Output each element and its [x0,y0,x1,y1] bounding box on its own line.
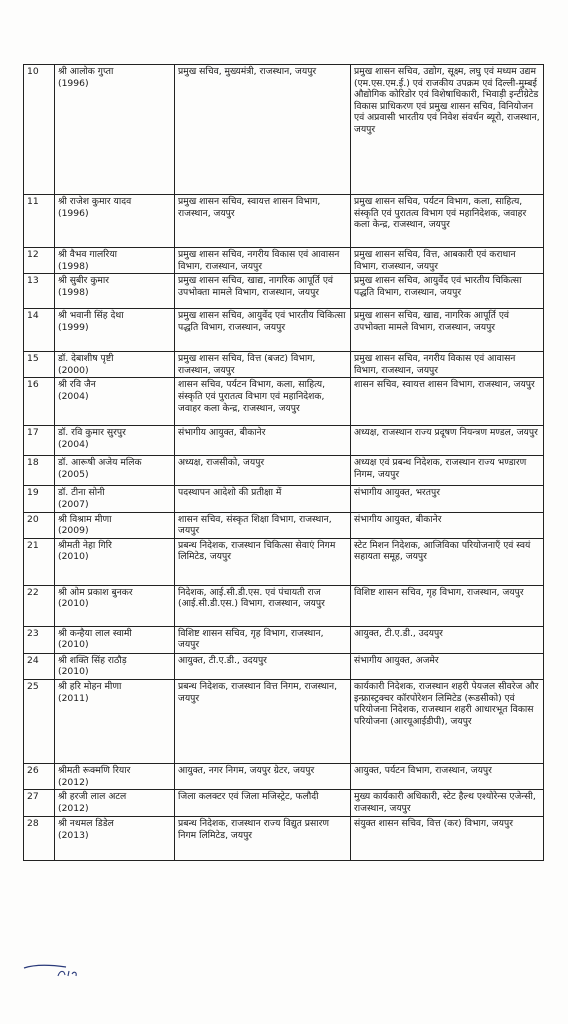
officer-cell [55,65,175,195]
new-posting-cell: प्रमुख शासन सचिव, आयुर्वेद एवं भारतीय चिकित्सा पद्धति विभाग, राजस्थान, जयपुर [351,274,544,309]
new-posting-cell: प्रमुख शासन सचिव, वित्त, आबकारी एवं कराधान विभाग, राजस्थान, जयपुर [351,248,544,274]
serial-number-cell: 16 [24,378,55,426]
officer-name: डॉ. रवि कुमार सुरपुर [58,427,126,439]
new-posting-cell: मुख्य कार्यकारी अधिकारी, स्टेट हैल्थ एश्योरेन्स एजेन्सी, राजस्थान, जयपुर [351,790,544,817]
officer-cell [55,763,175,789]
current-posting-cell: प्रबन्ध निदेशक, राजस्थान चिकित्सा सेवाएं निगम लिमिटेड, जयपुर [175,538,351,585]
new-posting-cell: प्रमुख शासन सचिव, पर्यटन विभाग, कला, साहित्य, संस्कृति एवं पुरातत्व विभाग एवं महानिदेशक, जवाहर कला केन्द्र, राजस्थान, जयपुर [351,195,544,248]
current-posting-cell: पदस्थापन आदेशो की प्रतीक्षा में [175,486,351,512]
serial-number-cell: 28 [24,817,55,861]
table-row [24,653,544,679]
officer-cell [55,817,175,861]
batch-year: (2010) [58,598,89,610]
table-row [24,538,544,585]
officer-cell [55,585,175,626]
table-row [24,626,544,653]
batch-year: (2011) [58,692,89,704]
current-posting-cell: शासन सचिव, संस्कृत शिक्षा विभाग, राजस्थान, जयपुर [175,512,351,538]
new-posting-cell: स्टेट मिशन निदेशक, आजिविका परियोजनाएँ एवं स्वयं सहायता समूह, जयपुर [351,538,544,585]
transfer-table-body [24,65,544,861]
serial-number-cell: 12 [24,248,55,274]
serial-number-cell: 15 [24,352,55,378]
new-posting-cell: अध्यक्ष, राजस्थान राज्य प्रदूषण नियन्त्रण मण्डल, जयपुर [351,426,544,456]
current-posting-cell: आयुक्त, टी.ए.डी., उदयपुर [175,653,351,679]
officer-name: श्री राजेश कुमार यादव [58,196,132,207]
current-posting-cell: प्रमुख शासन सचिव, स्वायत्त शासन विभाग, राजस्थान, जयपुर [175,195,351,248]
officer-name: श्री वैभव गालरिया [58,249,118,260]
serial-number-cell: 10 [24,65,55,195]
table-row [24,65,544,195]
new-posting-cell: प्रमुख शासन सचिव, नगरीय विकास एवं आवासन विभाग, राजस्थान, जयपुर [351,352,544,378]
new-posting-cell: आयुक्त, पर्यटन विभाग, राजस्थान, जयपुर [351,763,544,789]
serial-number-cell: 23 [24,626,55,653]
batch-year: (2010) [58,639,89,651]
officer-cell [55,195,175,248]
current-posting-cell: निदेशक, आई.सी.डी.एस. एवं पंचायती राज (आई.सी.डी.एस.) विभाग, राजस्थान, जयपुर [175,585,351,626]
table-row [24,248,544,274]
new-posting-cell: संभागीय आयुक्त, भरतपुर [351,486,544,512]
officer-name: श्री भवानी सिंह देथा [58,310,124,322]
serial-number-cell: 19 [24,486,55,512]
current-posting-cell: संभागीय आयुक्त, बीकानेर [175,426,351,456]
officer-name: श्री कन्हैया लाल स्वामी [58,627,132,639]
officer-cell [55,309,175,352]
officer-cell [55,352,175,378]
new-posting-cell: शासन सचिव, स्वायत्त शासन विभाग, राजस्थान, जयपुर [351,378,544,426]
table-row [24,512,544,538]
serial-number-cell: 27 [24,790,55,817]
officer-name: श्री आलोक गुप्ता [58,66,114,77]
batch-year: (2004) [58,438,89,450]
officer-cell [55,626,175,653]
officer-cell [55,653,175,679]
table-row [24,378,544,426]
serial-number-cell: 17 [24,426,55,456]
new-posting-cell: प्रमुख शासन सचिव, उद्योग, सूक्ष्म, लघु एवं मध्यम उद्यम (एम.एस.एम.ई.) एवं राजकीय उपक्रम एवं दिल्ली-मुम्बई औद्योगिक कोरिडोर एवं विशेषाधिकारी, भिवाड़ी इन्टीग्रेटेड विकास प्राधिकरण एवं प्रमुख शासन सचिव, विनियोजन एवं अप्रवासी भारतीय एवं निवेश संवर्धन ब्यूरो, राजस्थान, जयपुर [351,65,544,195]
officer-name: श्रीमती नेहा गिरि [58,539,112,551]
batch-year: (1998) [58,260,89,272]
serial-number-cell: 14 [24,309,55,352]
new-posting-cell: अध्यक्ष एवं प्रबन्ध निदेशक, राजस्थान राज्य भण्डारण निगम, जयपुर [351,456,544,486]
batch-year: (1999) [58,321,89,333]
current-posting-cell: शासन सचिव, पर्यटन विभाग, कला, साहित्य, संस्कृति एवं पुरातत्व विभाग एवं महानिदेशक, जवाहर कला केन्द्र, राजस्थान, जयपुर [175,378,351,426]
table-row [24,426,544,456]
officer-cell [55,486,175,512]
officer-cell [55,790,175,817]
serial-number-cell: 21 [24,538,55,585]
officer-name: श्री विश्राम मीणा [58,513,112,525]
officer-name: डॉ. आरूषी अजेय मलिक [58,457,142,469]
new-posting-cell: विशिष्ट शासन सचिव, गृह विभाग, राजस्थान, जयपुर [351,585,544,626]
batch-year: (2007) [58,498,89,510]
officer-name: श्री नथमल डिडेल [58,818,114,830]
table-row [24,456,544,486]
table-row [24,195,544,248]
batch-year: (2012) [58,776,89,788]
officer-name: श्री हरि मोहन मीणा [58,680,122,692]
officer-cell [55,512,175,538]
officer-cell [55,538,175,585]
current-posting-cell: प्रमुख सचिव, मुख्यमंत्री, राजस्थान, जयपुर [175,65,351,195]
new-posting-cell: कार्यकारी निदेशक, राजस्थान शहरी पेयजल सीवरेज और इन्फ्रास्ट्रक्चर कॉरपोरेशन लिमिटेड (रूडसीको) एवं परियोजना निदेशक, राजस्थान शहरी आधारभूत विकास परियोजना (आरयूआईडीपी), जयपुर [351,679,544,763]
table-row [24,585,544,626]
table-row [24,679,544,763]
officer-name: श्री ओम प्रकाश बुनकर [58,586,133,598]
serial-number-cell: 11 [24,195,55,248]
current-posting-cell: प्रमुख शासन सचिव, नगरीय विकास एवं आवासन विभाग, राजस्थान, जयपुर [175,248,351,274]
batch-year: (2005) [58,468,89,480]
current-posting-cell: प्रमुख शासन सचिव, आयुर्वेद एवं भारतीय चिकित्सा पद्धति विभाग, राजस्थान, जयपुर [175,309,351,352]
new-posting-cell: संभागीय आयुक्त, अजमेर [351,653,544,679]
serial-number-cell: 26 [24,763,55,789]
officer-name: श्री हरजी लाल अटल [58,791,127,803]
serial-number-cell: 24 [24,653,55,679]
table-row [24,763,544,789]
serial-number-cell: 18 [24,456,55,486]
new-posting-cell: संभागीय आयुक्त, बीकानेर [351,512,544,538]
table-row [24,309,544,352]
serial-number-cell: 25 [24,679,55,763]
transfer-table [23,64,544,861]
batch-year: (1996) [58,77,89,89]
officer-cell [55,248,175,274]
current-posting-cell: प्रबन्ध निदेशक, राजस्थान राज्य विद्युत प्रसारण निगम लिमिटेड, जयपुर [175,817,351,861]
table-row [24,486,544,512]
officer-cell [55,274,175,309]
officer-name: श्री सुबीर कुमार [58,275,110,287]
batch-year: (2012) [58,802,89,814]
current-posting-cell: जिला कलक्टर एवं जिला मजिस्ट्रेट, फलौदी [175,790,351,817]
table-row [24,274,544,309]
officer-name: श्री रवि जैन [58,379,96,391]
batch-year: (2000) [58,364,89,376]
serial-number-cell: 22 [24,585,55,626]
table-row [24,817,544,861]
batch-year: (2010) [58,551,89,563]
current-posting-cell: विशिष्ट शासन सचिव, गृह विभाग, राजस्थान, जयपुर [175,626,351,653]
batch-year: (2013) [58,829,89,841]
batch-year: (1998) [58,286,89,298]
new-posting-cell: संयुक्त शासन सचिव, वित्त (कर) विभाग, जयपुर [351,817,544,861]
current-posting-cell: आयुक्त, नगर निगम, जयपुर ग्रेटर, जयपुर [175,763,351,789]
table-row [24,790,544,817]
officer-name: डॉ. देबाशीष पृष्टी [58,353,114,365]
table-row [24,352,544,378]
new-posting-cell: प्रमुख शासन सचिव, खाद्य, नागरिक आपूर्ति एवं उपभोक्ता मामले विभाग, राजस्थान, जयपुर [351,309,544,352]
batch-year: (2010) [58,666,89,678]
officer-name: डॉ. टीना सोनी [58,487,105,499]
officer-cell [55,679,175,763]
signature-mark [22,960,92,982]
officer-cell [55,456,175,486]
officer-cell [55,426,175,456]
current-posting-cell: प्रमुख शासन सचिव, खाद्य, नागरिक आपूर्ति एवं उपभोक्ता मामले विभाग, राजस्थान, जयपुर [175,274,351,309]
current-posting-cell: प्रमुख शासन सचिव, वित्त (बजट) विभाग, राजस्थान, जयपुर [175,352,351,378]
current-posting-cell: अध्यक्ष, राजसीको, जयपुर [175,456,351,486]
serial-number-cell: 13 [24,274,55,309]
batch-year: (2009) [58,525,89,537]
batch-year: (2004) [58,390,89,402]
serial-number-cell: 20 [24,512,55,538]
officer-cell [55,378,175,426]
current-posting-cell: प्रबन्ध निदेशक, राजस्थान वित्त निगम, राजस्थान, जयपुर [175,679,351,763]
officer-name: श्री शक्ति सिंह राठौड़ [58,654,127,666]
officer-name: श्रीमती रूक्मणि रियार [58,764,131,776]
new-posting-cell: आयुक्त, टी.ए.डी., उदयपुर [351,626,544,653]
batch-year: (1996) [58,207,89,219]
